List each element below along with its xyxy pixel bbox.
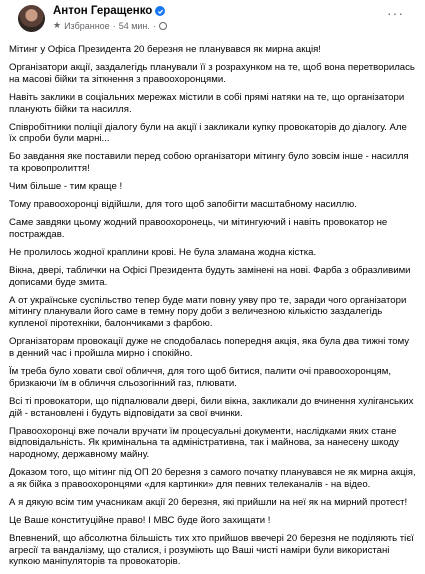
post-paragraph: Тому правоохоронці відійшли, для того щоб запобігти масштабному насиллю. [9,199,357,211]
post-paragraph: Правоохоронці вже почали вручати їм процесуальні документи, наслідками яких стане відповідальність. Як кримінальна та адміністративна, так і майнова, за нанесену шкоду народному, державному майну. [9,425,399,461]
post-paragraph: А от українське суспільство тепер буде мати повну уяву про те, заради чого організатори мітингу планували його саме в темну пору доби з величезною кількістю заздалегідь купленої піротехніки, балончиками з фарбою. [9,294,407,330]
star-icon: ★ [53,20,62,30]
post-paragraph: Бо завдання яке поставили перед собою організатори мітингу було зовсім інше - насилля та кровопролиття! [9,151,409,175]
meta-separator: · [112,20,116,31]
post-paragraph: Їм треба було ховати свої обличчя, для того щоб битися, палити очі правоохоронцям, бризкаючи їм в обличчя сльозогінний газ, плювати. [9,365,391,389]
meta-separator: · [152,20,156,31]
more-options-button[interactable]: ··· [387,5,404,21]
post-paragraph: Організатори акції, заздалегідь планували її з розрахунком на те, щоб вона перетворилась на масові бійки та зіткнення з правоохоронцями. [9,61,415,85]
post-paragraph: Вікна, двері, таблички на Офісі Президента будуть замінені на нові. Фарба з образливими дописами буде змита. [9,264,411,288]
post-paragraph: Співробітники поліції діалогу були на акції і закликали купку провокаторів до діалогу. Але їх спроби були марні... [9,121,407,145]
globe-icon [159,22,167,30]
post-paragraph: Саме завдяки цьому жодний правоохоронець, чи мітингуючий і навіть провокатор не постраждав. [9,217,388,240]
post-header [9,0,416,44]
author-avatar[interactable] [18,5,45,32]
post-paragraph: Доказом того, що мітинг під ОП 20 березня з самого початку планувався не як мирна акція, а як бійка з правоохоронцями «для картинки» для певних телеканалів - на відео. [9,467,416,490]
post-paragraph: Навіть заклики в соціальних мережах містили в собі прямі натяки на те, що організатори планують бійки та насилля. [9,91,405,115]
post-paragraph: Організаторам провокації дуже не сподобалась попередня акція, яка була два тижні тому в денний час і пройшла мирно і спокійно. [9,336,410,359]
post-paragraph: Всі ті провокатори, що підпалювали двері, били вікна, закликали до вчинення хуліганських дій - встановлені і будуть відповідати за свої вчинки. [9,395,414,419]
post-paragraph: Не пролилось жодної краплини крові. Не була зламана жодна кістка. [9,246,317,258]
author-row [53,5,165,17]
verified-badge-icon [155,6,165,16]
privacy-label[interactable]: Избранное [64,20,110,31]
post-meta [53,20,167,31]
post-paragraph: Чим більше - тим краще ! [9,181,123,193]
post-text [9,44,416,574]
post-paragraph: Впевнений, що абсолютна більшість тих хто прийшов ввечері 20 березня не поділяють тієї агресії та вандалізму, що сталися, і розуміють що Ваші чисті наміри були використані купкою маніпуляторів та провокаторів. [9,532,414,568]
post-time[interactable]: 54 мин. [118,20,150,31]
author-name[interactable]: Антон Геращенко [53,5,153,17]
post-paragraph: Мітинг у Офіса Президента 20 березня не планувався як мирна акція! [9,44,321,55]
post-paragraph: Це Ваше конституційне право! І МВС буде його захищати ! [9,514,271,526]
post-paragraph: А я дякую всім тим учасникам акції 20 березня, які прийшли на неї як на мирний протест! [9,496,408,508]
